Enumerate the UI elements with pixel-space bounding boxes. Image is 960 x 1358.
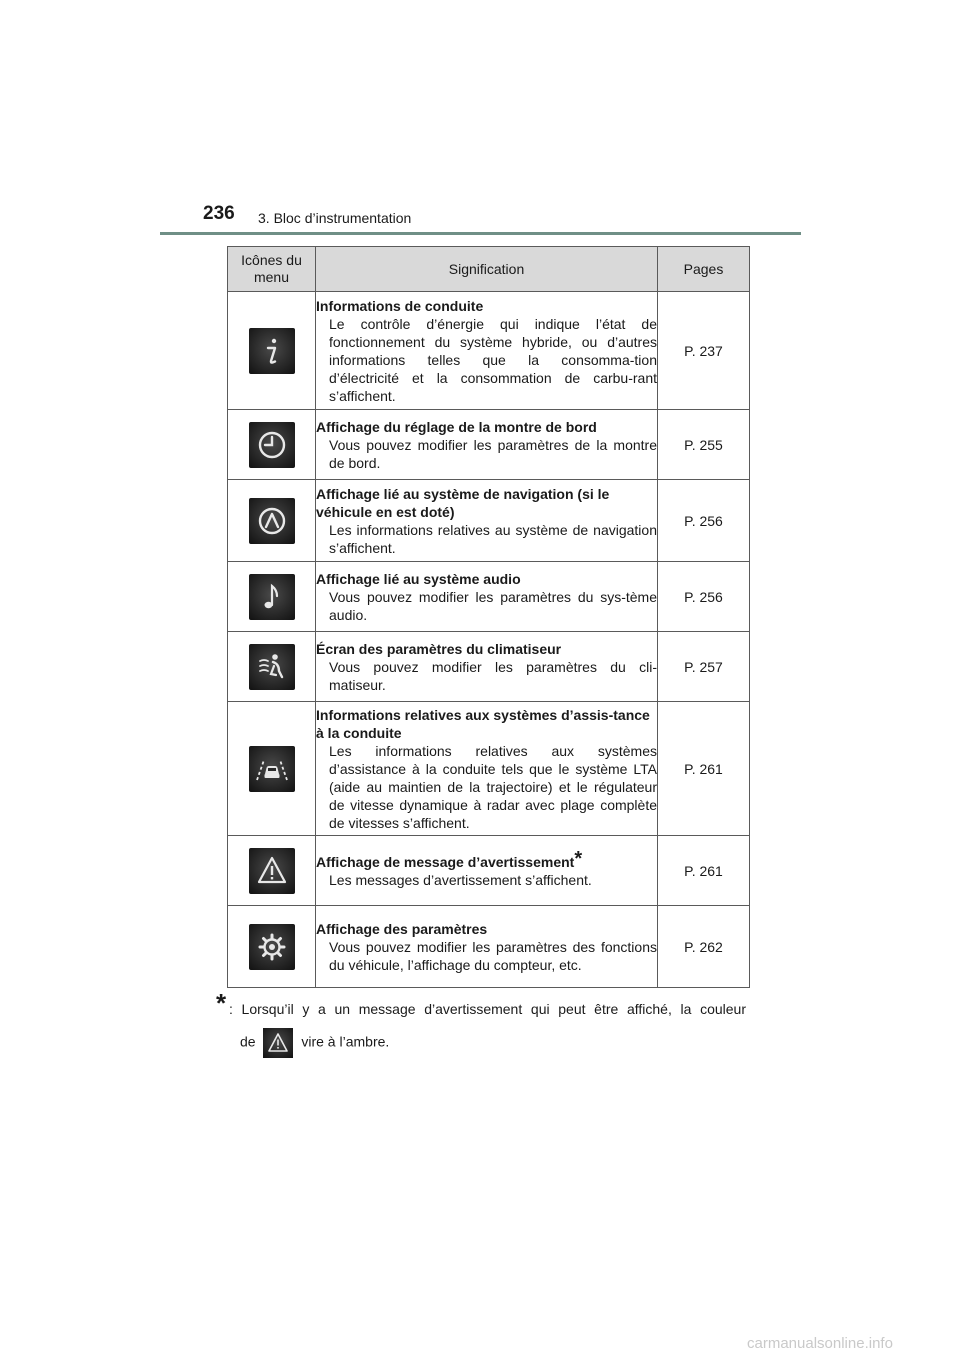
table-row (228, 410, 750, 480)
navigation-icon (249, 498, 295, 544)
page-reference: P. 255 (658, 410, 750, 480)
table-header-row (228, 247, 750, 292)
table-row (228, 632, 750, 702)
footnote-star: * (216, 988, 227, 1018)
page-reference: P. 261 (658, 702, 750, 836)
page-reference: P. 237 (658, 292, 750, 410)
climate-icon (249, 644, 295, 690)
page-reference: P. 256 (658, 480, 750, 562)
footnote-mark: * (574, 847, 583, 870)
column-header-icons: Icônes du menu (228, 247, 316, 292)
row-title: Affichage des paramètres (316, 920, 488, 937)
driving-assist-icon (249, 746, 295, 792)
table-row (228, 562, 750, 632)
table-row (228, 292, 750, 410)
header-divider (160, 232, 801, 235)
section-title: 3. Bloc d’instrumentation (258, 210, 412, 226)
warning-icon (249, 848, 295, 894)
watermark: carmanualsonline.info (747, 1335, 893, 1352)
page-reference: P. 262 (658, 906, 750, 988)
row-description: Vous pouvez modifier les paramètres des fonctions du véhicule, l’affichage du compteur, etc. (329, 938, 657, 973)
table-row (228, 836, 750, 906)
row-title: Écran des paramètres du climatiseur (316, 640, 562, 657)
menu-icons-table (227, 246, 750, 988)
column-header-meaning: Signification (316, 247, 658, 292)
column-header-pages: Pages (658, 247, 750, 292)
music-note-icon (249, 574, 295, 620)
row-title: Affichage du réglage de la montre de bord (316, 418, 597, 435)
page-reference: P. 261 (658, 836, 750, 906)
footnote-continuation: de vire à l’ambre. (240, 1028, 389, 1058)
row-description: Les informations relatives aux systèmes d’assistance à la conduite tels que le système LTA (aide au maintien de la trajectoire) et le régulateur de vitesse dynamique à radar avec plage complète de vitesses s’affichent. (329, 742, 657, 831)
row-title: Informations relatives aux systèmes d’assis-tance à la conduite (316, 706, 650, 741)
footnote-text: : Lorsqu’il y a un message d’avertissement qui peut être affiché, la couleur (229, 1001, 746, 1017)
row-description: Les informations relatives au système de navigation s’affichent. (329, 521, 657, 556)
table-row (228, 702, 750, 836)
page-reference: P. 256 (658, 562, 750, 632)
information-icon (249, 328, 295, 374)
row-title: Informations de conduite (316, 297, 484, 314)
row-title: Affichage lié au système de navigation (si le véhicule en est doté) (316, 485, 610, 520)
row-description: Vous pouvez modifier les paramètres de la montre de bord. (329, 436, 657, 471)
row-title: Affichage de message d’avertissement* (316, 847, 583, 870)
row-description: Le contrôle d’énergie qui indique l’état de fonctionnement du système hybride, ou d’autres informations telles que la consomma-tion d’électricité et la consommation de carbu-rant s’affichent. (329, 315, 657, 404)
page-reference: P. 257 (658, 632, 750, 702)
row-description: Les messages d’avertissement s’affichent. (329, 871, 592, 888)
row-description: Vous pouvez modifier les paramètres du sys-tème audio. (329, 588, 657, 623)
page-number: 236 (203, 203, 235, 224)
table-row (228, 906, 750, 988)
row-title: Affichage lié au système audio (316, 570, 521, 587)
clock-icon (249, 422, 295, 468)
table-row (228, 480, 750, 562)
warning-icon (263, 1028, 293, 1058)
row-description: Vous pouvez modifier les paramètres du cli-matiseur. (329, 658, 657, 693)
settings-gear-icon (249, 924, 295, 970)
